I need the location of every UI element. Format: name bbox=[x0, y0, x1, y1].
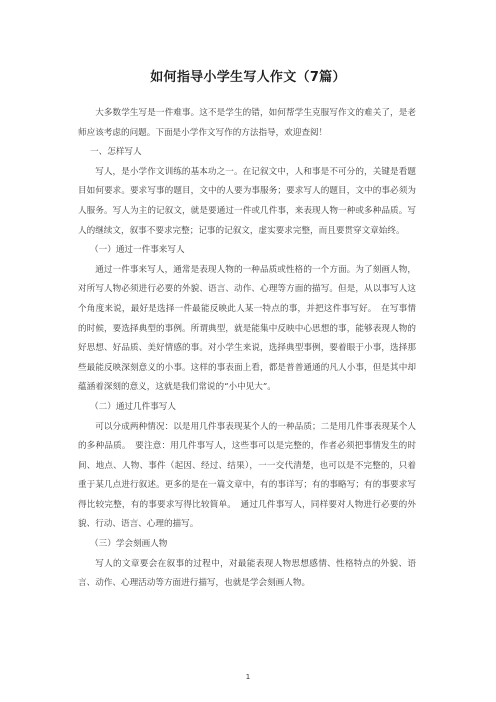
document-title: 如何指导小学生写人作文（7篇） bbox=[150, 70, 346, 85]
subsection-heading: （一）通过一件事来写人 bbox=[90, 245, 185, 256]
subsection-heading: （三）学会刻画人物 bbox=[90, 539, 168, 550]
section-heading: 一、怎样写人 bbox=[90, 147, 142, 158]
body-paragraph: 可以分成两种情况：以是用几件事表现某个人的一种品质；二是用几件事表现某个人的多种品质。 要注意：用几件事写人，这些事可以是完整的，作者必须把事情发生的时间、地点、人物、事件（起因、经过、结果），一一交代清楚，也可以是不完整的，只着重于某几点进行叙述。更多的是在一篇文章中，有的事详写；有的事略写；有的事要求写得比较完整，有的事要求写得比较简单。 通过几件事写人，同样要对人物进行必要的外貌、行动、语言、心理的描写。 bbox=[78, 421, 416, 530]
body-paragraph: 写人的文章要会在叙事的过程中，对最能表现人物思想感情、性格特点的外貌、语言、动作、心理活动等方面进行描写，也就是学会刻画人物。 bbox=[78, 558, 416, 589]
page-number: 1 bbox=[245, 673, 251, 681]
body-paragraph: 通过一件事来写人，通常是表现人物的一种品质或性格的一个方面。为了刻画人物，对所写人物必须进行必要的外貌、语言、动作、心理等方面的描写。但是，从以事写人这个角度来说，最好是选择一件最能反映此人某一特点的事，并把这件事写好。 在写事情的时候，要选择典型的事例。所谓典型，就是能集中反映中心思想的事，能够表现人物的好思想、好品质、美好情感的事。对小学生来说，选择典型事例，要着眼于小事，选择那些最能反映深刻意义的小事。这样的事表面上看，都是普普通通的凡人小事，但是其中却蕴涵着深刻的意义，这就是我们常说的“小中见大”。 bbox=[78, 264, 416, 393]
subsection-heading: （二）通过几件事写人 bbox=[90, 401, 176, 412]
document-body bbox=[78, 104, 416, 594]
intro-paragraph: 大多数学生写是一件难事。这不是学生的错，如何帮学生克服写作文的难关了，是老师应该考虑的问题。下面是小学作文写作的方法指导，欢迎查阅！ bbox=[78, 108, 416, 138]
body-paragraph: 写人，是小学作文训练的基本功之一。在记叙文中，人和事是不可分的，关键是看题目如何要求。要求写事的题目，文中的人要为事服务；要求写人的题目，文中的事必须为人服务。写人为主的记叙文，就是要通过一件或几件事，来表现人物一种或多种品质。写人的继续文，叙事不要求完整；记事的记叙文，虚实要求完整，而且要贯穿文章始终。 bbox=[78, 166, 416, 236]
